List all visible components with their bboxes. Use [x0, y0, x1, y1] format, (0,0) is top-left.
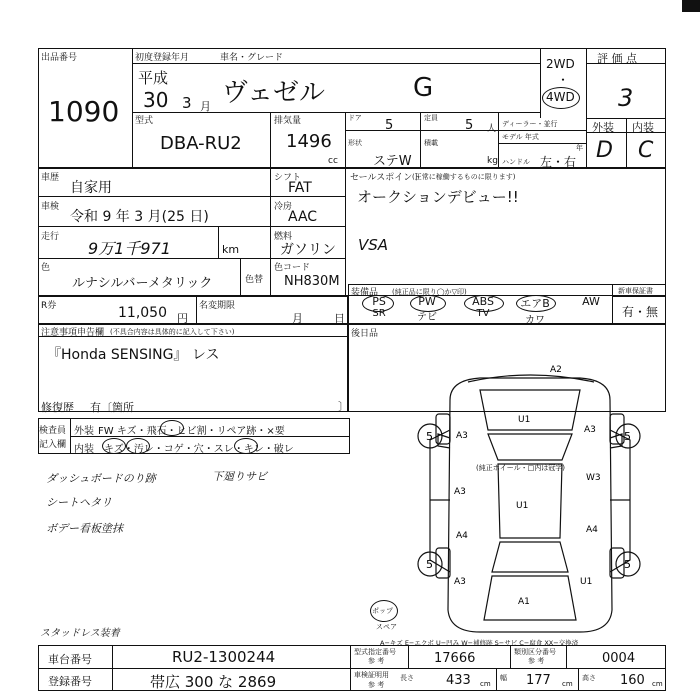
color-code-label: 色コード	[274, 263, 311, 273]
legend-label-2: 記入欄	[39, 440, 67, 450]
notes-label: 注意事項申告欄	[41, 328, 105, 338]
car-grade-label: 車名・グレード	[220, 53, 284, 63]
capacity: 5	[465, 118, 474, 133]
mark-a3-left-3: A3	[454, 577, 466, 587]
mark-u1-mid: U1	[516, 501, 529, 511]
dim-label: 車検証明用	[354, 671, 389, 679]
doors: 5	[385, 118, 394, 133]
width-label: 幅	[500, 674, 507, 682]
eval-score: 3	[618, 84, 634, 112]
spare-label: スペア	[376, 623, 397, 631]
equipment-circle	[410, 295, 446, 312]
equipment-item	[574, 295, 608, 308]
ext-label: 外装	[592, 121, 614, 134]
era: 平成	[138, 69, 169, 87]
equipment-item-top: AW	[582, 295, 600, 308]
reference-label: 参 考	[368, 657, 385, 665]
int-label: 内装	[632, 121, 654, 134]
expiry-day: 日	[334, 312, 345, 325]
car-diagram	[390, 360, 666, 640]
load-label: 積載	[424, 139, 438, 147]
equipment-item-bottom: TV	[476, 308, 490, 319]
equipment-item-top: PS	[372, 295, 386, 308]
drive-dot: ・	[557, 73, 570, 87]
mark-a3-left-1: A3	[456, 431, 468, 441]
mark-a3-right-1: A3	[584, 425, 596, 435]
ext-grade: D	[596, 138, 613, 163]
model-year-label: モデル 年式	[502, 133, 539, 141]
width: 177	[526, 673, 551, 688]
sales-point-2: VSA	[358, 236, 389, 254]
handwritten-underbody: 下廻りサビ	[212, 470, 267, 483]
month-unit: 月	[200, 100, 211, 113]
aircon-label: 冷房	[274, 202, 293, 212]
legend-exterior-label: 外装	[74, 426, 94, 437]
mark-a4-right: A4	[586, 525, 598, 535]
expiry-month: 月	[292, 312, 303, 325]
history: 自家用	[70, 180, 112, 196]
drive-4wd: 4WD	[546, 90, 575, 104]
rear-items-label: 後日品	[351, 329, 379, 339]
legend-circle	[234, 438, 258, 454]
fuel-label: 燃料	[274, 232, 293, 242]
warranty-label: 新車保証書	[618, 287, 653, 295]
diagram-key: A−キズ E−エクボ U−凹み W−補修跡 S−サビ C−腐食 XX−交換済	[380, 639, 579, 647]
aircon: AAC	[288, 209, 318, 225]
repair: 有〔箇所	[90, 401, 134, 414]
model-label: 型式	[135, 116, 154, 126]
displacement-label: 排気量	[274, 116, 302, 126]
displacement: 1496	[286, 131, 332, 152]
handwritten-studless: スタッドレス装着	[40, 628, 120, 639]
fuel: ガソリン	[280, 242, 336, 258]
width-unit: cm	[562, 680, 573, 688]
history-label: 車歴	[41, 173, 60, 183]
handle: 左・右	[540, 155, 577, 169]
class-no: 0004	[602, 651, 636, 666]
legend-label-1: 検査員	[39, 426, 67, 436]
handwritten-line-1: ダッシュボードのり跡	[46, 472, 156, 485]
lot-no: 1090	[48, 95, 120, 128]
length: 433	[446, 673, 471, 688]
equipment-label: 装備品	[351, 288, 379, 298]
legend-interior-items: キズ・汚レ・コゲ・穴・スレ・キレ・破レ	[104, 444, 294, 455]
sales-point-1: オークションデビュー!!	[357, 188, 519, 206]
length-label: 長さ	[400, 674, 414, 682]
shape: ステW	[373, 154, 412, 169]
chassis-label: 車台番号	[48, 653, 92, 666]
color: ルナシルバーメタリック	[72, 276, 213, 291]
equipment-item-top: エアB	[520, 297, 550, 310]
car-grade: G	[413, 73, 434, 103]
repair-label: 修復歴	[41, 401, 74, 414]
equipment-circle	[516, 295, 556, 312]
plate: 帯広 300 な 2869	[150, 673, 277, 691]
drive-4wd-circle	[542, 87, 580, 109]
color-code: NH830M	[284, 274, 340, 289]
tire-mark: 5	[426, 430, 433, 443]
first-reg-label: 初度登録年月	[135, 53, 190, 63]
kg-unit: kg	[487, 156, 498, 166]
mileage: 9万1千971	[88, 239, 171, 258]
int-grade: C	[638, 138, 654, 163]
color-change-label: 色替	[245, 275, 264, 285]
recycle-amount: 11,050	[118, 305, 167, 321]
notes-content: 『Honda SENSING』 レス	[47, 347, 220, 363]
tire-mark: 5	[624, 430, 631, 443]
recycle-unit: 円	[177, 312, 188, 325]
equipment-item-top: ABS	[472, 295, 494, 308]
model: DBA-RU2	[160, 133, 242, 154]
shape-label: 形状	[348, 139, 362, 147]
shift-label: シフト	[274, 173, 302, 183]
equipment-circle	[464, 295, 504, 312]
legend-circle	[160, 420, 184, 436]
height-label: 高さ	[582, 674, 596, 682]
handle-label: ハンドル	[502, 158, 530, 166]
tire-mark: 5	[624, 558, 631, 571]
repair-close: 〕	[338, 400, 349, 413]
class-label: 類別区分番号	[514, 648, 556, 656]
equipment-item-top: PW	[418, 295, 436, 308]
equipment-item-bottom: カワ	[525, 315, 545, 326]
equipment-item-bottom: SR	[372, 308, 386, 319]
lot-no-label: 出品番号	[41, 53, 78, 63]
mark-u1-top: U1	[518, 415, 531, 425]
mileage-label: 走行	[41, 232, 60, 242]
mark-a2: A2	[550, 365, 562, 375]
legend-interior-label: 内装	[74, 444, 94, 455]
first-reg-year: 30	[143, 88, 169, 112]
warranty: 有・無	[622, 305, 659, 319]
type-designation: 17666	[434, 651, 476, 666]
mark-a3-left-2: A3	[454, 487, 466, 497]
class-reference-label: 参 考	[528, 657, 545, 665]
sales-points-label: セールスポイント	[350, 173, 422, 183]
corner-mark	[682, 0, 700, 12]
legend-circle	[126, 438, 150, 454]
equipment-note: (純正品に限り◯か▽印)	[392, 288, 467, 296]
chassis: RU2-1300244	[172, 648, 276, 666]
year-unit: 年	[576, 144, 583, 152]
equipment-circle	[362, 295, 394, 312]
legend-exterior-items: FW キズ・飛石・ヒビ割・リペア跡・×要	[98, 426, 285, 437]
mark-w3: W3	[586, 473, 601, 483]
mark-u1-right: U1	[580, 577, 593, 587]
first-reg-month: 3	[182, 94, 192, 112]
capacity-label: 定員	[424, 114, 438, 122]
handwritten-line-2: シートヘタリ	[46, 496, 112, 509]
expiry-label: 名変期限	[199, 301, 236, 311]
diagram-title: (純正ホイール・□内は冠字)	[476, 464, 565, 472]
notes-small: (不具合内容は具体的に記入して下さい)	[110, 328, 235, 336]
length-unit: cm	[480, 680, 491, 688]
car-name: ヴェゼル	[222, 78, 325, 108]
equipment-item-bottom: テビ	[417, 312, 437, 323]
km-unit: km	[222, 243, 240, 256]
inspection: 令和 9 年 3 月(25 日)	[70, 209, 209, 225]
handwritten-pop: ポップ	[372, 607, 393, 615]
inspection-label: 車検	[41, 202, 60, 212]
mark-a4-left: A4	[456, 531, 468, 541]
plate-label: 登録番号	[48, 675, 92, 688]
dealer-label: ディーラー・並行	[502, 120, 558, 128]
capacity-unit: 人	[487, 124, 497, 134]
mark-a1: A1	[518, 597, 530, 607]
recycle-label: R券	[41, 301, 57, 311]
door-label: ドア	[348, 114, 362, 122]
color-label: 色	[41, 263, 51, 273]
drive-2wd: 2WD	[546, 57, 575, 71]
cc-unit: cc	[328, 156, 338, 166]
handwritten-line-3: ボデー看板塗抹	[46, 522, 123, 535]
sales-points-note: (正常に稼働するものに限ります)	[412, 173, 516, 181]
shift: FAT	[288, 180, 312, 196]
dim-reference-label: 参 考	[368, 681, 385, 689]
height-unit: cm	[652, 680, 663, 688]
type-designation-label: 型式指定番号	[354, 648, 396, 656]
tire-mark: 5	[426, 558, 433, 571]
eval-label: 評 価 点	[597, 52, 637, 65]
legend-circle	[102, 438, 126, 454]
height: 160	[620, 673, 645, 688]
